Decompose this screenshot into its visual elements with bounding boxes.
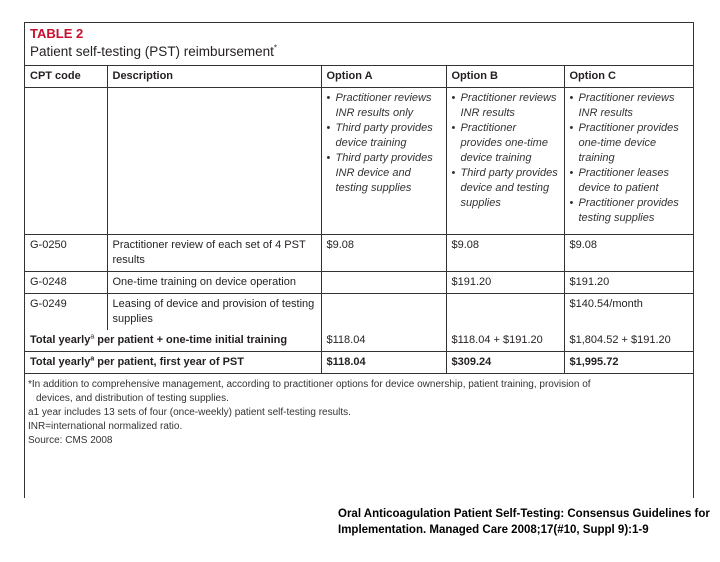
- total-with-training-row: [25, 330, 694, 352]
- option-b-value: $9.08: [446, 235, 564, 272]
- total-label-rest: per patient, first year of PST: [94, 356, 244, 368]
- total-label-text: Total yearly: [30, 356, 91, 368]
- title-footnote-mark: *: [273, 43, 277, 53]
- footnote: a1 year includes 13 sets of four (once-weekly) patient self-testing results.: [28, 407, 351, 418]
- total-label: [25, 352, 321, 374]
- table-title-text: Patient self-testing (PST) reimbursement: [30, 44, 274, 59]
- footnote: Source: CMS 2008: [28, 435, 113, 446]
- caption-line: Implementation. Managed Care 2008;17(#10, Suppl 9):1-9: [338, 524, 649, 536]
- footnote: *In addition to comprehensive management, according to practitioner options for device ownership, patient training, provision of: [28, 379, 591, 390]
- option-a-value: [321, 272, 446, 294]
- option-c-value: $140.54/month: [564, 294, 694, 331]
- header-option-a: Option A: [321, 66, 446, 88]
- option-a-total: $118.04: [321, 352, 446, 374]
- option-b-total: $309.24: [446, 352, 564, 374]
- table-row: [25, 235, 694, 272]
- bullet: • Practitioner reviews INR results: [452, 91, 559, 121]
- total-label: [25, 330, 321, 352]
- header-option-c: Option C: [564, 66, 694, 88]
- footnote-mark: a: [90, 355, 95, 363]
- bullet: • Third party provides INR device and testing supplies: [327, 151, 441, 196]
- option-b-bullets: [446, 88, 564, 235]
- bullet: • Practitioner reviews INR results: [570, 91, 690, 121]
- header-cpt-code: CPT code: [25, 66, 107, 88]
- description: One-time training on device operation: [107, 272, 321, 294]
- description: Practitioner review of each set of 4 PST results: [107, 235, 321, 272]
- bullet: • Third party provides device and testing supplies: [452, 166, 559, 211]
- caption-line: Oral Anticoagulation Patient Self-Testing: Consensus Guidelines for: [338, 508, 710, 520]
- option-a-bullets: [321, 88, 446, 235]
- header-row: [25, 66, 694, 88]
- citation-caption: [338, 506, 720, 538]
- footnote: devices, and distribution of testing supplies.: [36, 393, 229, 404]
- total-first-year-row: [25, 352, 694, 374]
- header-description: Description: [107, 66, 321, 88]
- total-label-rest: per patient + one-time initial training: [94, 334, 288, 346]
- empty-cell: [107, 88, 321, 235]
- cpt-code: G-0250: [25, 235, 107, 272]
- option-c-total: $1,804.52 + $191.20: [564, 330, 694, 352]
- reimbursement-table: [25, 65, 694, 374]
- table-frame: [24, 22, 694, 498]
- table-row: [25, 272, 694, 294]
- option-a-value: $9.08: [321, 235, 446, 272]
- option-a-value: [321, 294, 446, 331]
- footnote-mark: a: [90, 333, 95, 341]
- cpt-code: G-0248: [25, 272, 107, 294]
- bullet: • Practitioner reviews INR results only: [327, 91, 441, 121]
- options-row: [25, 88, 694, 235]
- description: Leasing of device and provision of testing supplies: [107, 294, 321, 331]
- option-b-value: $191.20: [446, 272, 564, 294]
- empty-cell: [25, 88, 107, 235]
- table-row: [25, 294, 694, 331]
- option-c-value: $9.08: [564, 235, 694, 272]
- bullet: • Practitioner leases device to patient: [570, 166, 690, 196]
- bullet: • Practitioner provides testing supplies: [570, 196, 690, 226]
- option-b-value: [446, 294, 564, 331]
- table-label: TABLE 2: [30, 26, 84, 41]
- option-a-total: $118.04: [321, 330, 446, 352]
- option-c-bullets: [564, 88, 694, 235]
- total-label-text: Total yearly: [30, 334, 91, 346]
- header-option-b: Option B: [446, 66, 564, 88]
- bullet: • Practitioner provides one-time device training: [452, 121, 559, 166]
- option-c-value: $191.20: [564, 272, 694, 294]
- table-title: [25, 42, 693, 65]
- cpt-code: G-0249: [25, 294, 107, 331]
- bullet: • Practitioner provides one-time device training: [570, 121, 690, 166]
- footnotes: [25, 374, 693, 456]
- bullet: • Third party provides device training: [327, 121, 441, 151]
- footnote: INR=international normalized ratio.: [28, 421, 183, 432]
- option-c-total: $1,995.72: [564, 352, 694, 374]
- option-b-total: $118.04 + $191.20: [446, 330, 564, 352]
